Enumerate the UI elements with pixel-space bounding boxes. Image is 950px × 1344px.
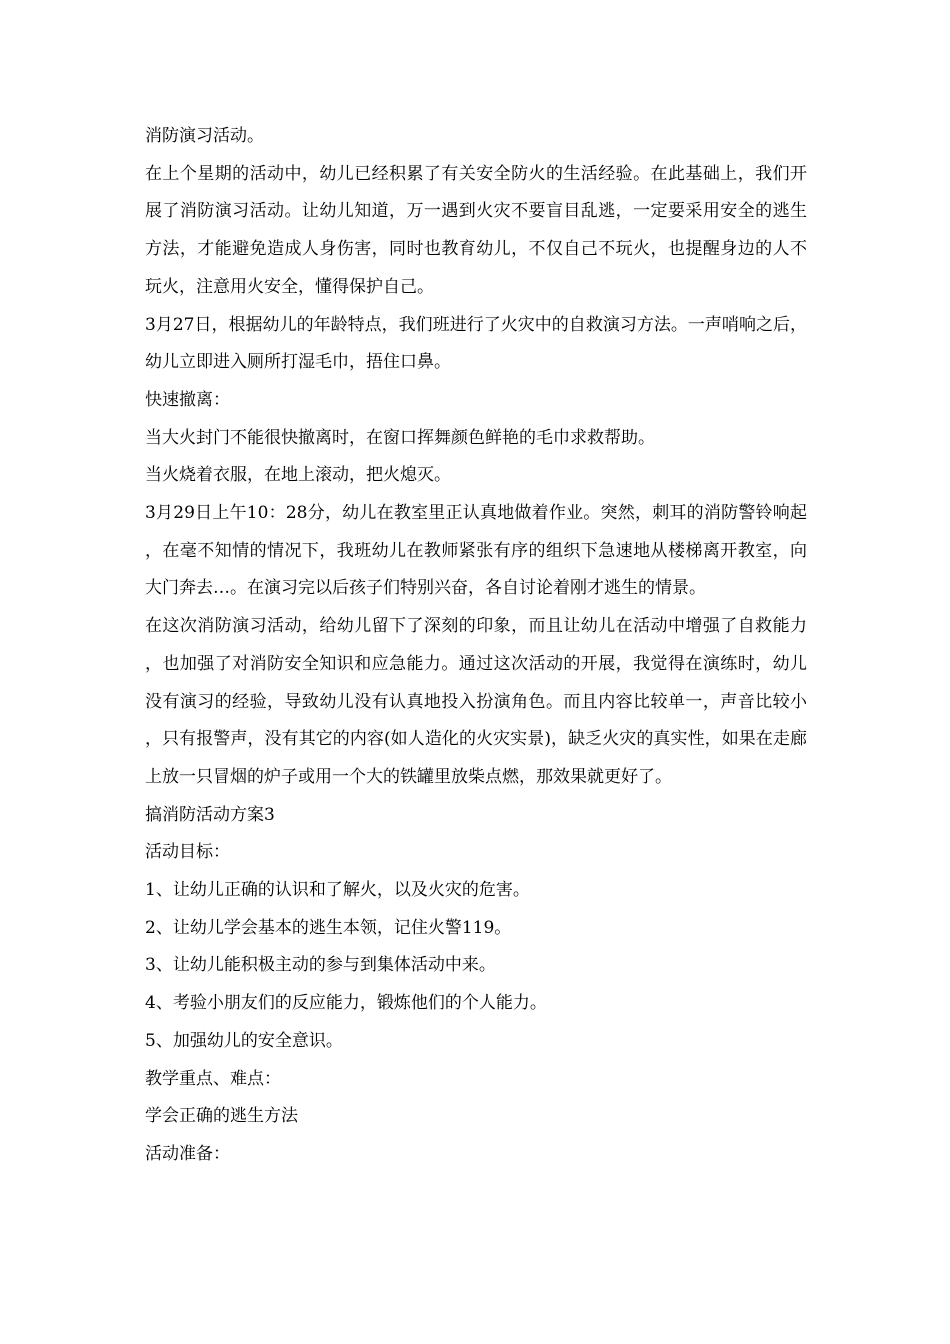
heading-key-points: 教学重点、难点： [145,1068,281,1089]
goal-item-3: 3、让幼儿能积极主动的参与到集体活动中来。 [145,955,496,976]
paragraph-reflection: 在这次消防演习活动，给幼儿留下了深刻的印象，而且让幼儿在活动中增强了自救能力，也加强了对消防安全知识和应急能力。通过这次活动的开展，我觉得在演练时，幼儿没有演习的经验，导致幼儿没有认真地投入扮演角色。而且内容比较单一，声音比较小，只有报警声，没有其它的内容(如人造化的火灾实景)，缺乏火灾的真实性，如果在走廊上放一只冒烟的炉子或用一个大的铁罐里放柴点燃，那效果就更好了。 [145,616,807,787]
paragraph-background: 在上个星期的活动中，幼儿已经积累了有关安全防火的生活经验。在此基础上，我们开展了消防演习活动。让幼儿知道，万一遇到火灾不要盲目乱逃，一定要采用安全的逃生方法，才能避免造成人身伤害，同时也教育幼儿，不仅自己不玩火，也提醒身边的人不玩火，注意用火安全，懂得保护自己。 [145,163,807,297]
section-title-plan-3: 搞消防活动方案3 [145,804,275,825]
paragraph-roll-on-ground: 当火烧着衣服，在地上滚动，把火熄灭。 [145,465,451,486]
paragraph-window-signal: 当大火封门不能很快撤离时，在窗口挥舞颜色鲜艳的毛巾求救帮助。 [145,427,655,448]
heading-activity-preparation: 活动准备： [145,1143,230,1164]
goal-item-2: 2、让幼儿学会基本的逃生本领，记住火警119。 [145,917,512,938]
heading-activity-goals: 活动目标： [145,842,230,863]
paragraph-quick-evacuation-heading: 快速撤离： [145,389,230,410]
key-point-text: 学会正确的逃生方法 [145,1106,298,1127]
paragraph-march-29: 3月29日上午10：28分，幼儿在教室里正认真地做着作业。突然，刺耳的消防警铃响起，在毫不知情的情况下，我班幼儿在教师紧张有序的组织下急速地从楼梯离开教室，向大门奔去…。在演习完以后孩子们特别兴奋，各自讨论着刚才逃生的情景。 [145,503,807,599]
paragraph-intro-line: 消防演习活动。 [145,126,264,146]
goal-item-4: 4、考验小朋友们的反应能力，锻炼他们的个人能力。 [145,993,547,1014]
goal-item-1: 1、让幼儿正确的认识和了解火，以及火灾的危害。 [145,880,530,901]
paragraph-march-27: 3月27日，根据幼儿的年龄特点，我们班进行了火灾中的自救演习方法。一声哨响之后，幼儿立即进入厕所打湿毛巾，捂住口鼻。 [145,314,807,373]
document-body [145,118,807,1174]
goal-item-5: 5、加强幼儿的安全意识。 [145,1030,343,1051]
